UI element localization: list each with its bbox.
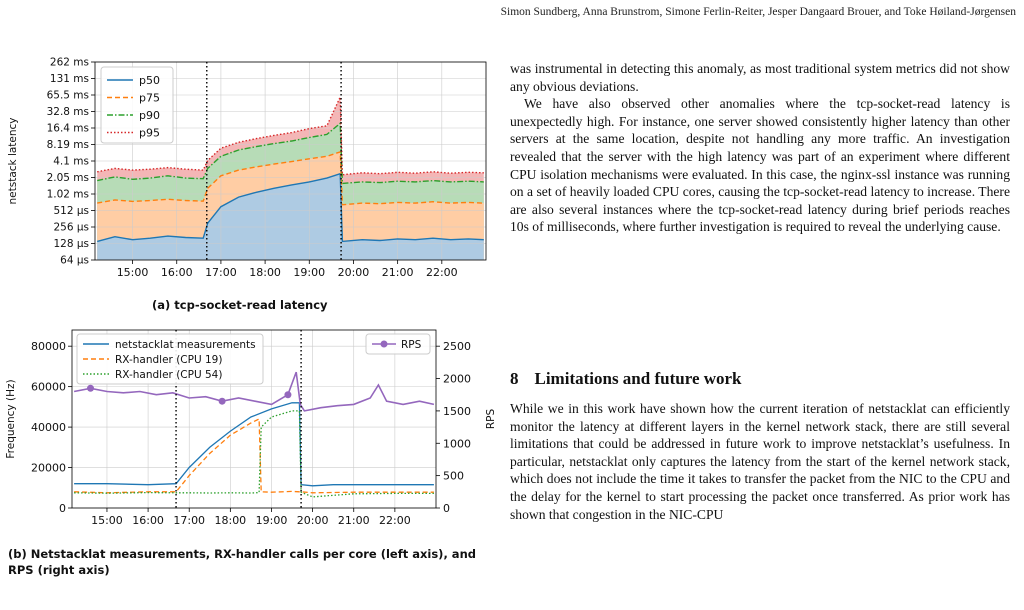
series-line-rx-handler-cpu-19- (74, 419, 434, 493)
y-tick-label: 64 µs (60, 254, 89, 267)
legend-label-p95: p95 (139, 126, 160, 140)
x-tick-label: 18:00 (249, 266, 281, 279)
y-tick-label: 1.02 ms (46, 188, 89, 201)
y-tick-label: 20000 (31, 461, 66, 475)
x-tick-label: 21:00 (381, 266, 414, 279)
y-tick-label: 65.5 ms (46, 89, 89, 102)
x-tick-label: 17:00 (173, 514, 206, 527)
y2-tick-label: 2500 (443, 340, 471, 354)
legend-label: netstacklat measurements (115, 339, 256, 351)
y-tick-label: 40000 (31, 421, 66, 435)
series-line-netstacklat-measurements (74, 403, 434, 486)
y-tick-label: 131 ms (49, 73, 89, 85)
x-tick-label: 16:00 (132, 514, 164, 527)
x-tick-label: 15:00 (116, 266, 149, 279)
section-heading (510, 369, 742, 389)
body-text-top (510, 60, 1010, 236)
legend-label: RX-handler (CPU 19) (115, 354, 223, 366)
y-tick-label: 8.19 ms (46, 139, 89, 151)
rps-marker (284, 391, 291, 398)
x-tick-label: 21:00 (337, 514, 370, 527)
y2-tick-label: 1500 (443, 404, 471, 418)
y-axis-label: Frequency (Hz) (5, 379, 17, 459)
legend-box (101, 67, 173, 143)
y2-axis-label: RPS (485, 408, 497, 430)
x-tick-label: 15:00 (91, 514, 123, 527)
y-axis-label: netstack latency (7, 117, 19, 205)
y-tick-label: 80000 (31, 340, 66, 354)
x-tick-label: 22:00 (379, 514, 411, 527)
frequency-chart (0, 324, 505, 530)
y-tick-label: 512 µs (53, 205, 89, 217)
body-text-bottom (510, 400, 1010, 610)
section-title: Limitations and future work (534, 369, 742, 388)
x-tick-label: 17:00 (205, 266, 237, 279)
rps-marker (87, 385, 94, 392)
latency-chart (0, 52, 500, 284)
y-tick-label: 256 µs (53, 221, 89, 234)
paragraph: was instrumental in detecting this anomaly, as most traditional system metrics did not show any obvious deviations. (510, 61, 1010, 94)
legend-label: RX-handler (CPU 54) (115, 369, 223, 381)
legend-marker-rps (381, 341, 388, 348)
y-tick-label: 16.4 ms (46, 122, 89, 135)
legend-label-rps: RPS (401, 339, 422, 351)
rps-marker (219, 398, 226, 405)
legend-label-p90: p90 (139, 109, 160, 122)
x-tick-label: 20:00 (337, 266, 370, 279)
paragraph: While we in this work have shown how the current iteration of netstacklat can efficiently monitor the latency at different layers in the kernel network stack, there are still several limitations that could be addressed in future work to improve netstacklat’s usefulness. In particular, netstacklat only captures the latency from the start of the kernel network stack, which does not include the time it takes to transfer the packet from the NIC to the CPU and the delay for the kernel to start processing the packet once transferred. As prior work has shown that congestion in the NIC-CPU (510, 401, 1010, 522)
y-tick-label: 60000 (31, 380, 66, 394)
y-tick-label: 0 (59, 502, 66, 515)
y2-tick-label: 2000 (443, 372, 471, 386)
y-tick-label: 32.8 ms (46, 106, 89, 118)
running-header: Simon Sundberg, Anna Brunstrom, Simone Ferlin-Reiter, Jesper Dangaard Brouer, and Toke Høiland-Jørgensen (500, 6, 1016, 18)
legend-label-p50: p50 (139, 74, 160, 87)
legend-label-p75: p75 (139, 91, 160, 105)
y2-tick-label: 0 (443, 502, 450, 515)
y-tick-label: 128 µs (53, 238, 89, 250)
section-number: 8 (510, 369, 519, 388)
x-tick-label: 22:00 (425, 266, 458, 279)
y-tick-label: 2.05 ms (46, 172, 89, 184)
figure-a-caption: (a) tcp-socket-read latency (152, 298, 328, 312)
y2-tick-label: 1000 (443, 437, 471, 451)
figure-b-caption: (b) Netstacklat measurements, RX-handler calls per core (left axis), and RPS (right axis) (8, 547, 476, 577)
x-tick-label: 16:00 (160, 266, 193, 279)
y-tick-label: 262 ms (49, 56, 89, 69)
x-tick-label: 18:00 (214, 514, 247, 527)
y2-tick-label: 500 (443, 469, 464, 483)
x-tick-label: 20:00 (296, 514, 329, 527)
paragraph: We have also observed other anomalies where the tcp-socket-read latency is unexpectedly high. For instance, one server showed consistently higher latency than other servers at the same location, despite not handling any more traffic. An investigation revealed that the server with the high latency was part of an experiment where different CPU isolation mechanisms were evaluated. In this case, the nginx-ssl instance was running on a set of heavily loaded CPU cores, causing the tcp-socket-read latency to increase. There are also several instances where the tcp-socket-read latency during brief periods reaches 10s of milliseconds, where further investigation is required to reveal the underlying cause. (510, 96, 1010, 235)
y-tick-label: 4.1 ms (53, 155, 89, 168)
x-tick-label: 19:00 (255, 514, 288, 527)
x-tick-label: 19:00 (293, 266, 326, 279)
